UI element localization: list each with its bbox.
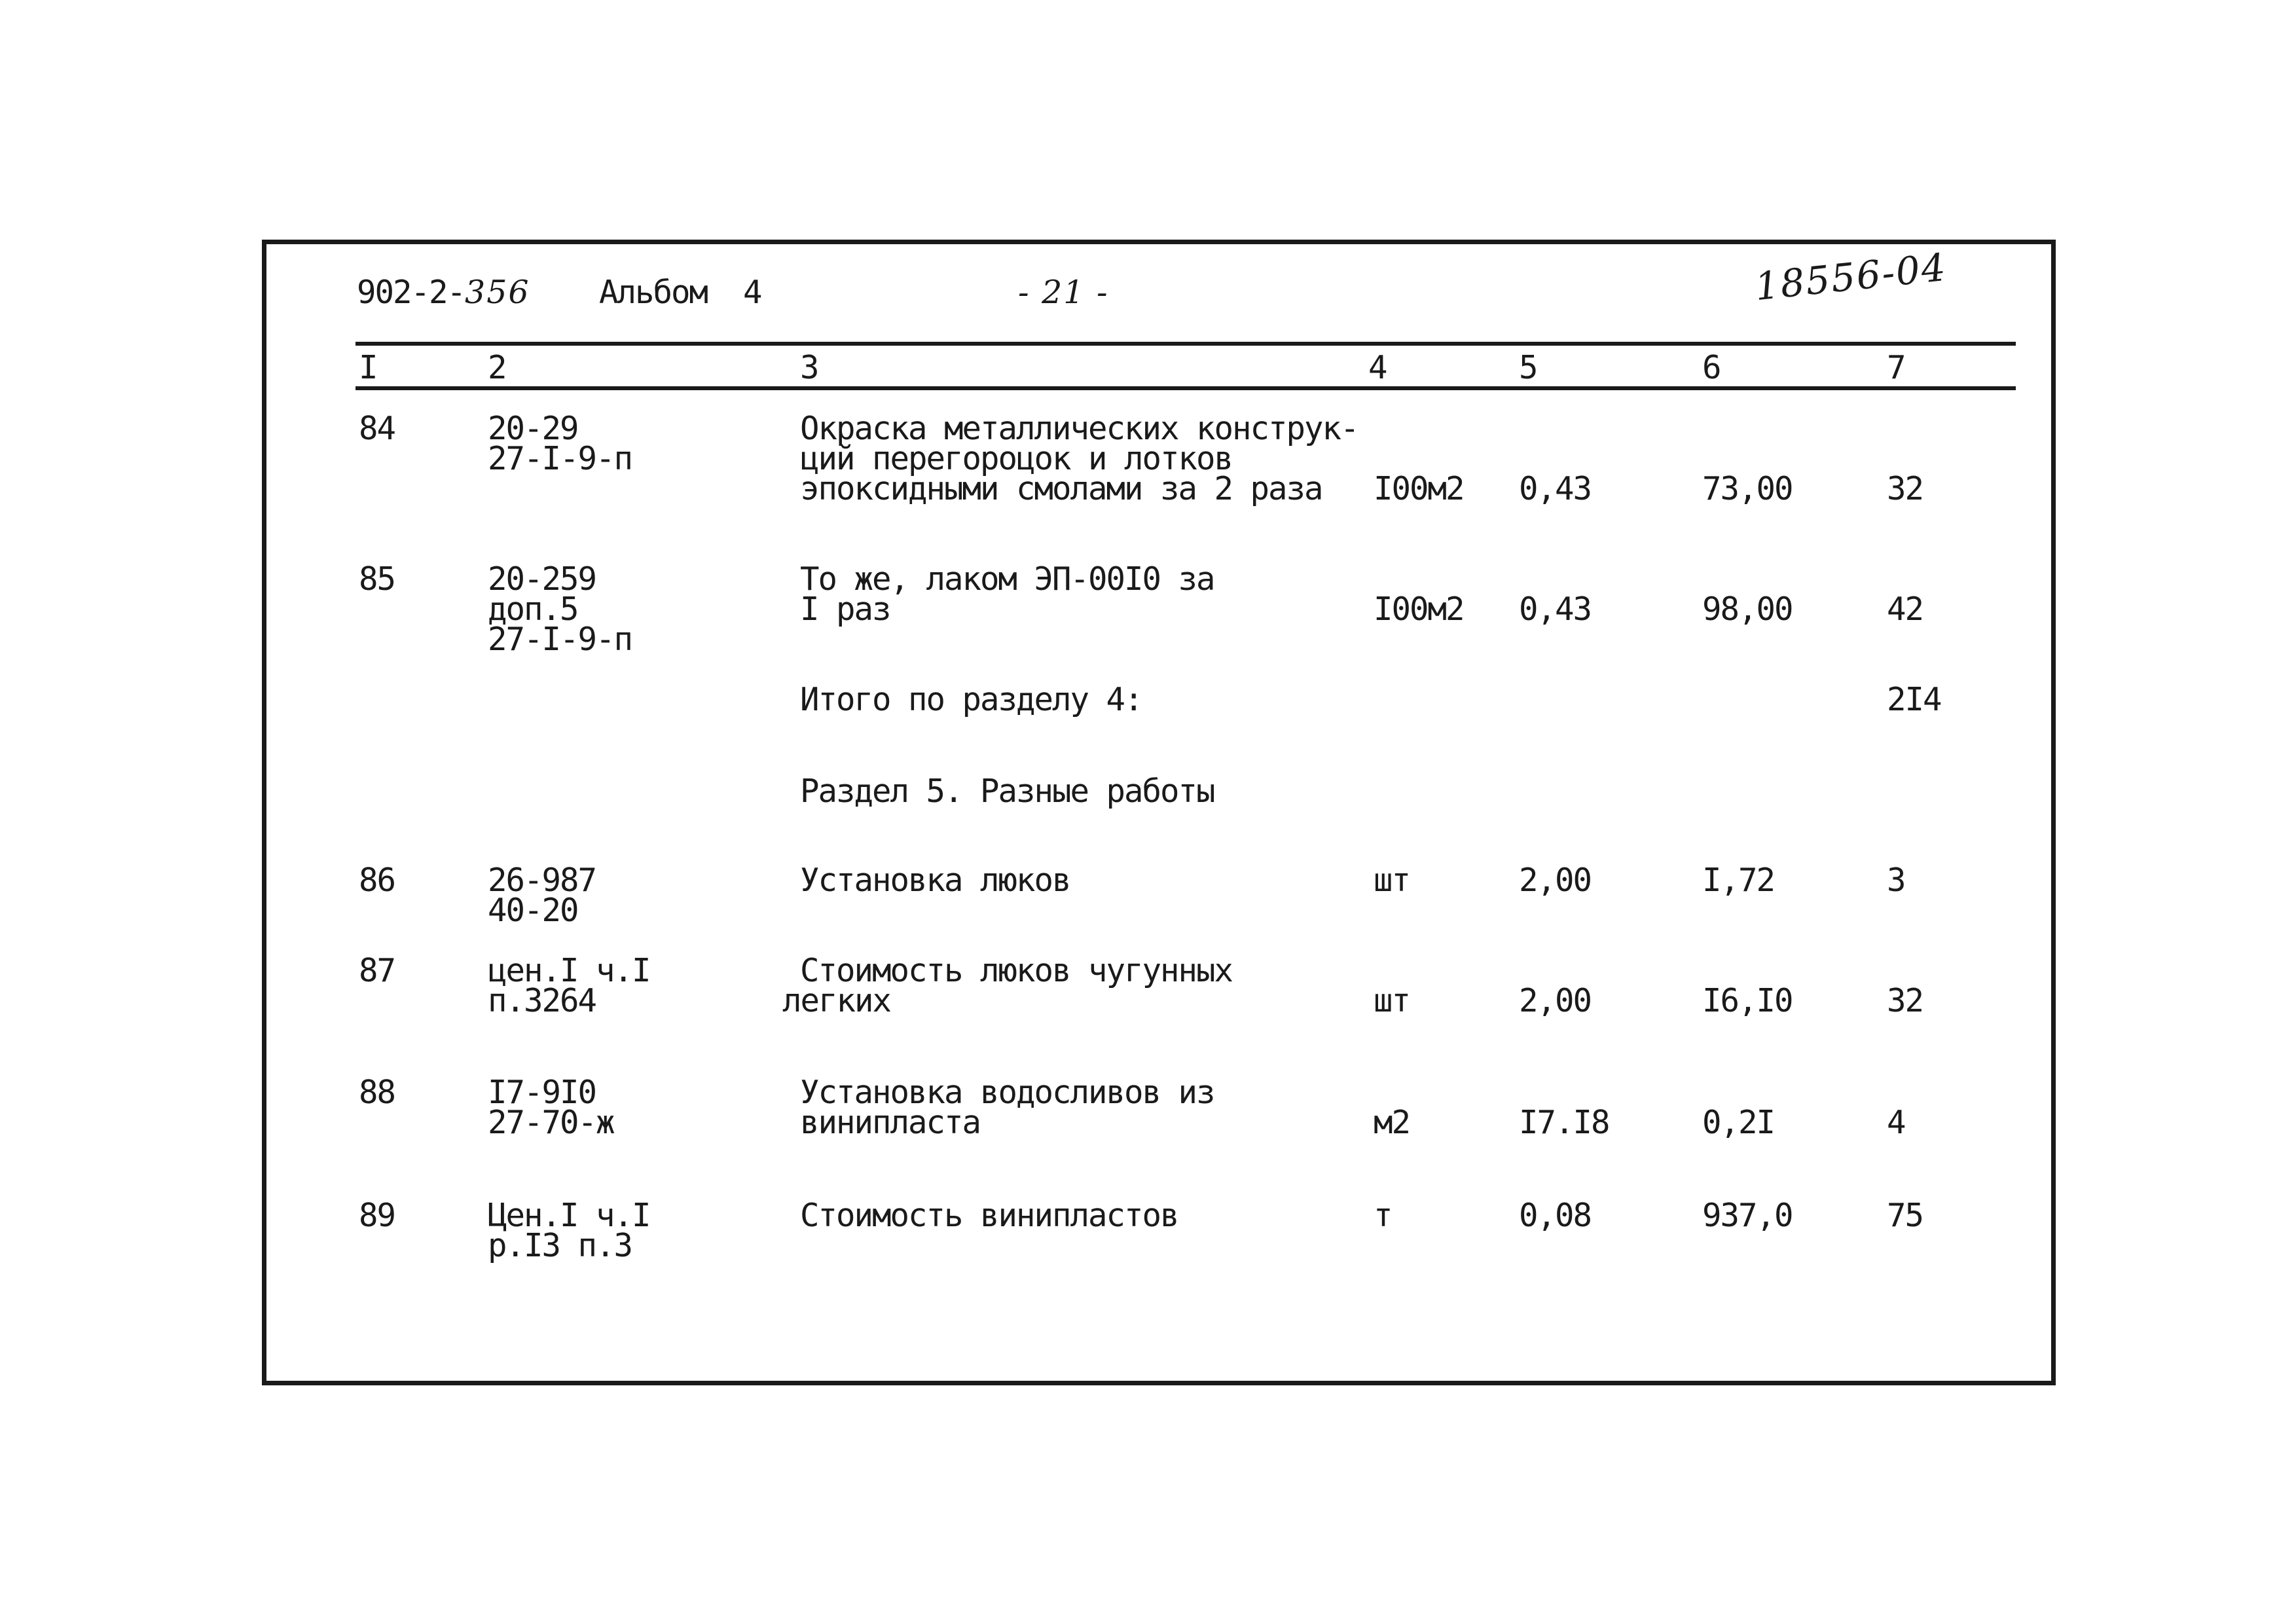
row-number: 89 xyxy=(359,1197,395,1234)
row-price: I,72 xyxy=(1702,862,1775,899)
row-price: 98,00 xyxy=(1702,591,1793,628)
row-description: То же, лаком ЭП-00I0 за xyxy=(800,560,1214,598)
column-header-2: 2 xyxy=(488,349,506,386)
row-reference: 27-I-9-п xyxy=(488,440,632,477)
row-unit: шт xyxy=(1374,982,1410,1019)
row-price: 0,2I xyxy=(1702,1104,1775,1141)
row-total: 4 xyxy=(1887,1104,1905,1141)
row-description: I раз xyxy=(800,591,890,628)
row-reference: I7-9I0 xyxy=(488,1074,596,1111)
row-number: 87 xyxy=(359,952,395,989)
row-number: 88 xyxy=(359,1074,395,1111)
row-reference: 26-987 xyxy=(488,862,596,899)
column-header-4: 4 xyxy=(1368,349,1387,386)
row-price: 937,0 xyxy=(1702,1197,1793,1234)
row-reference: 27-70-ж xyxy=(488,1104,614,1141)
column-header-6: 6 xyxy=(1702,349,1721,386)
row-quantity: 0,43 xyxy=(1519,591,1592,628)
row-price: I6,I0 xyxy=(1702,982,1793,1019)
row-number: 85 xyxy=(359,560,395,598)
row-description: ций перегороцок и лотков xyxy=(800,440,1233,477)
row-unit: I00м2 xyxy=(1374,470,1464,507)
row-description: Стоимость люков чугунных xyxy=(800,952,1233,989)
row-total: 75 xyxy=(1887,1197,1923,1234)
row-unit: I00м2 xyxy=(1374,591,1464,628)
column-header-7: 7 xyxy=(1887,349,1905,386)
row-quantity: 2,00 xyxy=(1519,982,1592,1019)
row-description: эпоксидными смолами за 2 раза xyxy=(800,470,1322,507)
row-number: 86 xyxy=(359,862,395,899)
row-reference: Цен.I ч.I xyxy=(488,1197,650,1234)
column-header-3: 3 xyxy=(800,349,818,386)
row-description: Установка люков xyxy=(800,862,1070,899)
row-reference: п.3264 xyxy=(488,982,596,1019)
header-rule-bottom xyxy=(355,386,2016,390)
subtotal-label: Итого по разделу 4: xyxy=(800,681,1142,718)
row-description: Окраска металлических конструк- xyxy=(800,410,1358,447)
row-reference: 40-20 xyxy=(488,892,578,929)
doc-code: 902-2-356 xyxy=(357,274,530,311)
row-total: 3 xyxy=(1887,862,1905,899)
row-description: Установка водосливов из xyxy=(800,1074,1214,1111)
column-header-5: 5 xyxy=(1519,349,1537,386)
row-quantity: 0,43 xyxy=(1519,470,1592,507)
row-price: 73,00 xyxy=(1702,470,1793,507)
row-reference: цен.I ч.I xyxy=(488,952,650,989)
subtotal-value: 2I4 xyxy=(1887,681,1941,718)
row-reference: 20-29 xyxy=(488,410,578,447)
row-description: Стоимость винипластов xyxy=(800,1197,1178,1234)
row-unit: т xyxy=(1374,1197,1392,1234)
row-reference: р.I3 п.3 xyxy=(488,1227,632,1264)
row-total: 42 xyxy=(1887,591,1923,628)
album-label: Альбом 4 xyxy=(599,274,761,311)
row-number: 84 xyxy=(359,410,395,447)
page-number: - 21 - xyxy=(1018,274,1109,311)
row-description: винипласта xyxy=(800,1104,981,1141)
row-total: 32 xyxy=(1887,982,1923,1019)
row-reference: 27-I-9-п xyxy=(488,621,632,658)
section-title: Раздел 5. Разные работы xyxy=(800,773,1214,810)
row-total: 32 xyxy=(1887,470,1923,507)
row-quantity: 2,00 xyxy=(1519,862,1592,899)
row-unit: шт xyxy=(1374,862,1410,899)
row-description: легких xyxy=(782,982,891,1019)
row-unit: м2 xyxy=(1374,1104,1410,1141)
row-reference: доп.5 xyxy=(488,591,578,628)
header-rule-top xyxy=(355,342,2016,346)
column-header-1: I xyxy=(359,349,377,386)
archive-number: 18556-04 xyxy=(1753,244,1949,310)
row-quantity: 0,08 xyxy=(1519,1197,1592,1234)
row-quantity: I7.I8 xyxy=(1519,1104,1609,1141)
row-reference: 20-259 xyxy=(488,560,596,598)
